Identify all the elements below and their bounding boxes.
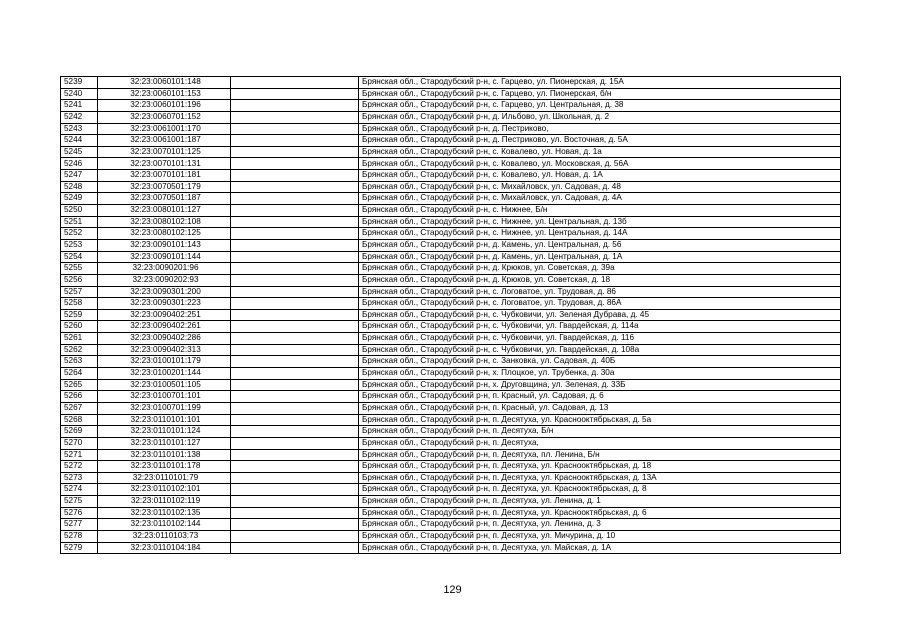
empty-cell — [231, 344, 359, 356]
cadastral-number-cell: 32:23:0060701:152 — [98, 111, 231, 123]
row-number-cell: 5268 — [61, 414, 98, 426]
row-number-cell: 5240 — [61, 88, 98, 100]
table-row — [61, 496, 841, 508]
table-row — [61, 170, 841, 182]
empty-cell — [231, 449, 359, 461]
row-number-cell: 5247 — [61, 170, 98, 182]
table-row — [61, 100, 841, 112]
address-cell: Брянская обл., Стародубский р-н, с. Логоватое, ул. Трудовая, д. 86 — [359, 286, 841, 298]
address-cell: Брянская обл., Стародубский р-н, с. Занковка, ул. Садовая, д. 40Б — [359, 356, 841, 368]
cadastral-number-cell: 32:23:0061001:170 — [98, 123, 231, 135]
table-row — [61, 472, 841, 484]
row-number-cell: 5252 — [61, 228, 98, 240]
empty-cell — [231, 368, 359, 380]
empty-cell — [231, 356, 359, 368]
table-row — [61, 205, 841, 217]
table-row — [61, 530, 841, 542]
cadastral-number-cell: 32:23:0090301:223 — [98, 298, 231, 310]
empty-cell — [231, 216, 359, 228]
row-number-cell: 5260 — [61, 321, 98, 333]
empty-cell — [231, 391, 359, 403]
table-row — [61, 484, 841, 496]
row-number-cell: 5265 — [61, 379, 98, 391]
empty-cell — [231, 461, 359, 473]
table-row — [61, 368, 841, 380]
cadastral-number-cell: 32:23:0100701:199 — [98, 402, 231, 414]
table-row — [61, 309, 841, 321]
address-cell: Брянская обл., Стародубский р-н, с. Ковалево, ул. Новая, д. 1А — [359, 170, 841, 182]
cadastral-number-cell: 32:23:0110102:119 — [98, 496, 231, 508]
empty-cell — [231, 519, 359, 531]
empty-cell — [231, 170, 359, 182]
empty-cell — [231, 507, 359, 519]
cadastral-number-cell: 32:23:0080101:127 — [98, 205, 231, 217]
empty-cell — [231, 158, 359, 170]
property-registry-table — [60, 76, 841, 554]
empty-cell — [231, 88, 359, 100]
table-row — [61, 239, 841, 251]
table-row — [61, 379, 841, 391]
empty-cell — [231, 286, 359, 298]
address-cell: Брянская обл., Стародубский р-н, п. Десятуха, ул. Краснооктябрьская, д. 18 — [359, 461, 841, 473]
row-number-cell: 5275 — [61, 496, 98, 508]
empty-cell — [231, 321, 359, 333]
address-cell: Брянская обл., Стародубский р-н, п. Десятуха, ул. Краснооктябрьская, д. 6 — [359, 507, 841, 519]
empty-cell — [231, 414, 359, 426]
table-row — [61, 519, 841, 531]
row-number-cell: 5277 — [61, 519, 98, 531]
table-row — [61, 263, 841, 275]
cadastral-number-cell: 32:23:0110102:135 — [98, 507, 231, 519]
table-row — [61, 228, 841, 240]
row-number-cell: 5248 — [61, 181, 98, 193]
cadastral-number-cell: 32:23:0061001:187 — [98, 135, 231, 147]
empty-cell — [231, 472, 359, 484]
empty-cell — [231, 100, 359, 112]
address-cell: Брянская обл., Стародубский р-н, п. Десятуха, — [359, 437, 841, 449]
address-cell: Брянская обл., Стародубский р-н, с. Гарцево, ул. Пионерская, б/н — [359, 88, 841, 100]
row-number-cell: 5244 — [61, 135, 98, 147]
cadastral-number-cell: 32:23:0110101:124 — [98, 426, 231, 438]
empty-cell — [231, 146, 359, 158]
cadastral-number-cell: 32:23:0110103:73 — [98, 530, 231, 542]
row-number-cell: 5242 — [61, 111, 98, 123]
row-number-cell: 5253 — [61, 239, 98, 251]
table-row — [61, 158, 841, 170]
table-row — [61, 507, 841, 519]
empty-cell — [231, 77, 359, 89]
row-number-cell: 5262 — [61, 344, 98, 356]
address-cell: Брянская обл., Стародубский р-н, д. Камень, ул. Центральная, д. 56 — [359, 239, 841, 251]
address-cell: Брянская обл., Стародубский р-н, д. Крюков, ул. Советская, д. 18 — [359, 274, 841, 286]
address-cell: Брянская обл., Стародубский р-н, с. Гарцево, ул. Центральная, д. 38 — [359, 100, 841, 112]
empty-cell — [231, 309, 359, 321]
table-row — [61, 414, 841, 426]
row-number-cell: 5279 — [61, 542, 98, 554]
cadastral-number-cell: 32:23:0090202:93 — [98, 274, 231, 286]
table-row — [61, 181, 841, 193]
table-row — [61, 88, 841, 100]
row-number-cell: 5276 — [61, 507, 98, 519]
empty-cell — [231, 239, 359, 251]
table-row — [61, 146, 841, 158]
address-cell: Брянская обл., Стародубский р-н, с. Михайловск, ул. Садовая, д. 4А — [359, 193, 841, 205]
table-row — [61, 437, 841, 449]
address-cell: Брянская обл., Стародубский р-н, п. Десятуха, ул. Ленина, д. 1 — [359, 496, 841, 508]
empty-cell — [231, 135, 359, 147]
cadastral-number-cell: 32:23:0090402:286 — [98, 333, 231, 345]
empty-cell — [231, 205, 359, 217]
address-cell: Брянская обл., Стародубский р-н, п. Десятуха, ул. Краснооктябрьская, д. 5а — [359, 414, 841, 426]
row-number-cell: 5272 — [61, 461, 98, 473]
address-cell: Брянская обл., Стародубский р-н, с. Нижнее, ул. Центральная, д. 13б — [359, 216, 841, 228]
row-number-cell: 5256 — [61, 274, 98, 286]
address-cell: Брянская обл., Стародубский р-н, с. Ковалево, ул. Новая, д. 1а — [359, 146, 841, 158]
row-number-cell: 5264 — [61, 368, 98, 380]
address-cell: Брянская обл., Стародубский р-н, с. Нижнее, ул. Центральная, д. 14А — [359, 228, 841, 240]
address-cell: Брянская обл., Стародубский р-н, п. Красный, ул. Садовая, д. 13 — [359, 402, 841, 414]
row-number-cell: 5261 — [61, 333, 98, 345]
table-row — [61, 542, 841, 554]
address-cell: Брянская обл., Стародубский р-н, п. Десятуха, пл. Ленина, Б/н — [359, 449, 841, 461]
table-row — [61, 344, 841, 356]
table-row — [61, 111, 841, 123]
empty-cell — [231, 530, 359, 542]
table-row — [61, 251, 841, 263]
empty-cell — [231, 228, 359, 240]
row-number-cell: 5243 — [61, 123, 98, 135]
table-row — [61, 391, 841, 403]
address-cell: Брянская обл., Стародубский р-н, п. Десятуха, Б/н — [359, 426, 841, 438]
table-row — [61, 426, 841, 438]
empty-cell — [231, 426, 359, 438]
address-cell: Брянская обл., Стародубский р-н, с. Гарцево, ул. Пионерская, д. 15А — [359, 77, 841, 89]
row-number-cell: 5249 — [61, 193, 98, 205]
cadastral-number-cell: 32:23:0100101:179 — [98, 356, 231, 368]
address-cell: Брянская обл., Стародубский р-н, п. Десятуха, ул. Краснооктябрьская, д. 8 — [359, 484, 841, 496]
cadastral-number-cell: 32:23:0090402:251 — [98, 309, 231, 321]
empty-cell — [231, 181, 359, 193]
row-number-cell: 5239 — [61, 77, 98, 89]
address-cell: Брянская обл., Стародубский р-н, п. Десятуха, ул. Мичурина, д. 10 — [359, 530, 841, 542]
row-number-cell: 5258 — [61, 298, 98, 310]
table-row — [61, 135, 841, 147]
empty-cell — [231, 542, 359, 554]
cadastral-number-cell: 32:23:0100501:105 — [98, 379, 231, 391]
row-number-cell: 5245 — [61, 146, 98, 158]
empty-cell — [231, 484, 359, 496]
address-cell: Брянская обл., Стародубский р-н, п. Десятуха, ул. Ленина, д. 3 — [359, 519, 841, 531]
address-cell: Брянская обл., Стародубский р-н, д. Камень, ул. Центральная, д. 1А — [359, 251, 841, 263]
empty-cell — [231, 437, 359, 449]
cadastral-number-cell: 32:23:0070501:187 — [98, 193, 231, 205]
cadastral-number-cell: 32:23:0070101:131 — [98, 158, 231, 170]
cadastral-number-cell: 32:23:0080102:108 — [98, 216, 231, 228]
address-cell: Брянская обл., Стародубский р-н, д. Пестриково, — [359, 123, 841, 135]
cadastral-number-cell: 32:23:0100201:144 — [98, 368, 231, 380]
empty-cell — [231, 298, 359, 310]
row-number-cell: 5271 — [61, 449, 98, 461]
row-number-cell: 5274 — [61, 484, 98, 496]
table-row — [61, 274, 841, 286]
address-cell: Брянская обл., Стародубский р-н, х. Плоцкое, ул. Трубенка, д. 30а — [359, 368, 841, 380]
cadastral-number-cell: 32:23:0110101:127 — [98, 437, 231, 449]
row-number-cell: 5241 — [61, 100, 98, 112]
cadastral-number-cell: 32:23:0070101:125 — [98, 146, 231, 158]
table-row — [61, 216, 841, 228]
table-row — [61, 123, 841, 135]
table-row — [61, 286, 841, 298]
row-number-cell: 5266 — [61, 391, 98, 403]
cadastral-number-cell: 32:23:0110101:101 — [98, 414, 231, 426]
address-cell: Брянская обл., Стародубский р-н, д. Пестриково, ул. Восточная, д. 5А — [359, 135, 841, 147]
table-row — [61, 321, 841, 333]
row-number-cell: 5273 — [61, 472, 98, 484]
address-cell: Брянская обл., Стародубский р-н, с. Ковалево, ул. Московская, д. 56А — [359, 158, 841, 170]
row-number-cell: 5257 — [61, 286, 98, 298]
table-row — [61, 298, 841, 310]
table-row — [61, 449, 841, 461]
address-cell: Брянская обл., Стародубский р-н, с. Чубковичи, ул. Гвардейская, д. 114а — [359, 321, 841, 333]
address-cell: Брянская обл., Стародубский р-н, с. Чубковичи, ул. Гвардейская, д. 108а — [359, 344, 841, 356]
empty-cell — [231, 193, 359, 205]
cadastral-number-cell: 32:23:0100701:101 — [98, 391, 231, 403]
empty-cell — [231, 251, 359, 263]
row-number-cell: 5270 — [61, 437, 98, 449]
cadastral-number-cell: 32:23:0060101:196 — [98, 100, 231, 112]
table-row — [61, 333, 841, 345]
empty-cell — [231, 379, 359, 391]
row-number-cell: 5251 — [61, 216, 98, 228]
cadastral-number-cell: 32:23:0070501:179 — [98, 181, 231, 193]
empty-cell — [231, 123, 359, 135]
empty-cell — [231, 496, 359, 508]
table-row — [61, 461, 841, 473]
cadastral-number-cell: 32:23:0060101:153 — [98, 88, 231, 100]
address-cell: Брянская обл., Стародубский р-н, с. Нижнее, Б/н — [359, 205, 841, 217]
row-number-cell: 5259 — [61, 309, 98, 321]
empty-cell — [231, 274, 359, 286]
address-cell: Брянская обл., Стародубский р-н, с. Чубковичи, ул. Зеленая Дубрава, д. 45 — [359, 309, 841, 321]
row-number-cell: 5246 — [61, 158, 98, 170]
table-row — [61, 77, 841, 89]
cadastral-number-cell: 32:23:0110101:138 — [98, 449, 231, 461]
cadastral-number-cell: 32:23:0090201:96 — [98, 263, 231, 275]
row-number-cell: 5269 — [61, 426, 98, 438]
address-cell: Брянская обл., Стародубский р-н, п. Десятуха, ул. Краснооктябрьская, д. 13А — [359, 472, 841, 484]
address-cell: Брянская обл., Стародубский р-н, х. Друговщина, ул. Зеленая, д. 33Б — [359, 379, 841, 391]
row-number-cell: 5263 — [61, 356, 98, 368]
address-cell: Брянская обл., Стародубский р-н, с. Михайловск, ул. Садовая, д. 48 — [359, 181, 841, 193]
cadastral-number-cell: 32:23:0110102:144 — [98, 519, 231, 531]
cadastral-number-cell: 32:23:0070101:181 — [98, 170, 231, 182]
table-row — [61, 356, 841, 368]
cadastral-number-cell: 32:23:0090301:200 — [98, 286, 231, 298]
empty-cell — [231, 333, 359, 345]
cadastral-number-cell: 32:23:0090402:261 — [98, 321, 231, 333]
address-cell: Брянская обл., Стародубский р-н, д. Крюков, ул. Советская, д. 39а — [359, 263, 841, 275]
table-row — [61, 402, 841, 414]
cadastral-number-cell: 32:23:0110104:184 — [98, 542, 231, 554]
address-cell: Брянская обл., Стародубский р-н, д. Ильбово, ул. Школьная, д. 2 — [359, 111, 841, 123]
address-cell: Брянская обл., Стародубский р-н, п. Десятуха, ул. Майская, д. 1А — [359, 542, 841, 554]
cadastral-number-cell: 32:23:0090101:144 — [98, 251, 231, 263]
cadastral-number-cell: 32:23:0110101:178 — [98, 461, 231, 473]
cadastral-number-cell: 32:23:0090101:143 — [98, 239, 231, 251]
address-cell: Брянская обл., Стародубский р-н, с. Чубковичи, ул. Гвардейская, д. 116 — [359, 333, 841, 345]
cadastral-number-cell: 32:23:0110101:79 — [98, 472, 231, 484]
cadastral-number-cell: 32:23:0110102:101 — [98, 484, 231, 496]
row-number-cell: 5255 — [61, 263, 98, 275]
registry-table-body — [61, 77, 841, 554]
cadastral-number-cell: 32:23:0090402:313 — [98, 344, 231, 356]
cadastral-number-cell: 32:23:0080102:125 — [98, 228, 231, 240]
address-cell: Брянская обл., Стародубский р-н, с. Логоватое, ул. Трудовая, д. 86А — [359, 298, 841, 310]
row-number-cell: 5278 — [61, 530, 98, 542]
table-row — [61, 193, 841, 205]
empty-cell — [231, 263, 359, 275]
page-number: 129 — [443, 584, 462, 596]
row-number-cell: 5254 — [61, 251, 98, 263]
address-cell: Брянская обл., Стародубский р-н, п. Красный, ул. Садовая, д. 6 — [359, 391, 841, 403]
empty-cell — [231, 111, 359, 123]
row-number-cell: 5250 — [61, 205, 98, 217]
empty-cell — [231, 402, 359, 414]
row-number-cell: 5267 — [61, 402, 98, 414]
cadastral-number-cell: 32:23:0060101:148 — [98, 77, 231, 89]
